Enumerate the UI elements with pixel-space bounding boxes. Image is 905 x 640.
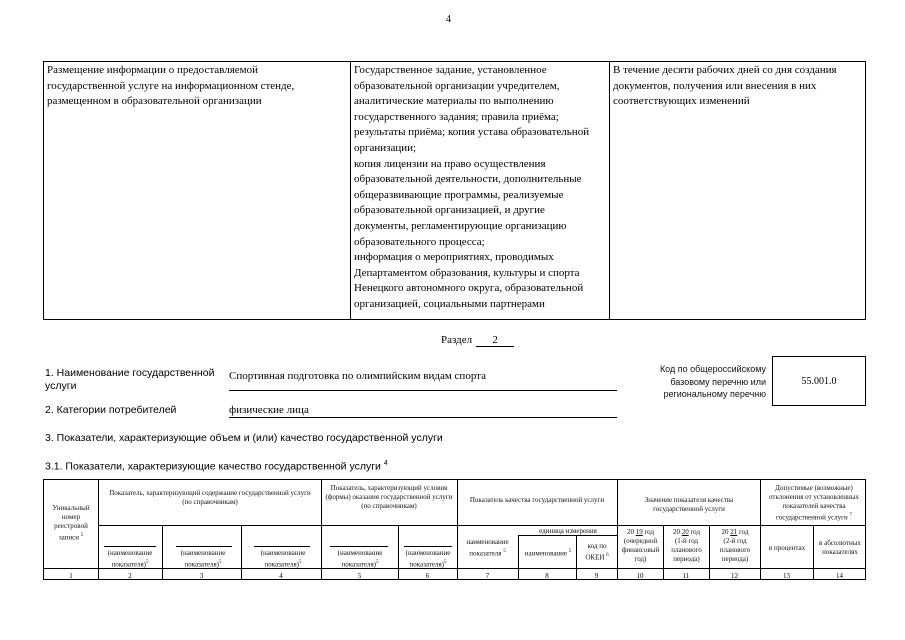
col3-line: соответствующих изменений <box>613 95 750 108</box>
section-label: Раздел <box>441 334 473 346</box>
col2-line: образовательного процесса; <box>354 235 485 248</box>
col-number: 3 <box>199 572 204 580</box>
section-3-1-heading <box>45 457 388 474</box>
registry-code-value: 55.001.0 <box>772 356 866 406</box>
deviation-header: Допустимые (возможные) отклонения от установленных показателей качества государственной услуги $^7$ <box>768 484 859 522</box>
col2-line: результаты приёма; копия устава образовательной <box>354 126 590 139</box>
year-2-header: 20 20 год (1-й год планового периода) <box>671 528 702 563</box>
col-number: 7 <box>485 572 490 580</box>
service-name-label: 1. Наименование государственной услуги <box>45 367 215 392</box>
col2-line: государственного задания; правила приёма; <box>354 110 559 123</box>
col-number: 12 <box>731 572 738 580</box>
section-number: 2 <box>476 334 514 347</box>
year-3-header: 20 21 год (2-й год планового периода) <box>719 528 751 563</box>
consumer-category-value: физические лица <box>229 404 617 418</box>
col2-line: организации; <box>354 141 417 154</box>
col2-line: организацией, социальными партнерами <box>354 297 545 310</box>
col1-line: размещенном в образовательной организации <box>47 95 262 108</box>
col2-line: информация о мероприятиях, проводимых <box>354 251 554 264</box>
col1-line: государственной услуге на информационном стенде, <box>47 79 295 92</box>
quality-indicators-table <box>43 479 866 580</box>
placement-method-cell <box>44 62 351 319</box>
col2-line: образовательной организацией, и другие <box>354 204 545 217</box>
quality-indicator-name-header: наименование показателя $^5$ <box>466 538 509 558</box>
col-number: 1 <box>69 572 73 580</box>
registry-code-label: Код по общероссийскому базовому перечню или региональному перечню <box>659 364 766 399</box>
indicator-values-header: Значение показателя качества государственной услуги <box>644 496 734 513</box>
content-indicator-1-name: (наименование показателя)$^5$ <box>107 549 153 569</box>
col1-line: Размещение информации о предоставляемой <box>47 64 258 76</box>
footnote-ref: 4 <box>383 460 388 467</box>
quality-indicator-header: Показатель качества государственной услуги <box>469 496 605 504</box>
content-indicator-header: Показатель, характеризующий содержание государственной услуги (по справочникам) <box>109 489 311 506</box>
col2-line: документы, регламентирующие организацию <box>354 219 567 232</box>
page-number: 4 <box>446 14 451 25</box>
info-content-cell <box>351 62 610 319</box>
year-1-header: 20 19 год (очередной финансовый год) <box>621 528 660 563</box>
content-indicator-3-name: (наименование показателя)$^5$ <box>260 549 306 569</box>
content-indicator-2-name: (наименование показателя)$^5$ <box>180 549 226 569</box>
col-number: 8 <box>545 572 549 580</box>
col2-line: образовательной деятельности, дополнительные <box>354 173 582 186</box>
col-number: 5 <box>357 572 362 580</box>
unit-name-header: наименование $^5$ <box>524 549 572 558</box>
col-number: 2 <box>128 572 132 580</box>
reg-number-header: Уникальный номер реестровой записи $^5$ <box>52 504 90 542</box>
col-number: 9 <box>594 572 599 580</box>
col2-line: аналитические материалы по выполнению <box>354 95 554 108</box>
col2-line: образовательной организации учредителем, <box>354 79 560 92</box>
col2-line: Государственное задание, установленное <box>354 64 547 76</box>
okei-code-header: код по ОКЕИ $^6$ <box>585 542 609 562</box>
section-3-1-text: 3.1. Показатели, характеризующие качество государственной услуги <box>45 460 381 473</box>
col2-line: копия лицензии на право осуществления <box>354 157 546 170</box>
col-number: 10 <box>636 572 644 580</box>
info-placement-table <box>43 61 866 320</box>
deviation-percent-header: в процентах <box>768 544 806 552</box>
service-name-value: Спортивная подготовка по олимпийским видам спорта <box>229 370 617 391</box>
deviation-absolute-header: в абсолютных показателях <box>819 539 861 556</box>
consumer-category-label: 2. Категории потребителей <box>45 404 177 416</box>
col2-line: Ненецкого автономного округа, образовательной <box>354 282 584 295</box>
col-number: 6 <box>425 572 430 580</box>
col-number: 14 <box>836 572 843 580</box>
col2-line: общеразвивающие программы, реализуемые <box>354 188 564 201</box>
conditions-indicator-2-name: (наименование показателя)$^5$ <box>405 549 451 569</box>
section-3-heading: 3. Показатели, характеризующие объем и (или) качество государственной услуги <box>45 432 443 444</box>
col-number: 4 <box>279 572 283 580</box>
col-number: 11 <box>682 572 690 580</box>
col3-line: В течение десяти рабочих дней со дня создания <box>613 64 837 76</box>
col-number: 13 <box>783 572 790 580</box>
col3-line: документов, получения или внесения в них <box>613 79 817 92</box>
col2-line: Департаментом образования, культуры и спорта <box>354 266 580 279</box>
conditions-indicator-1-name: (наименование показателя)$^5$ <box>337 549 383 569</box>
conditions-indicator-header: Показатель, характеризующий условия (формы) оказания государственной услуги (по справочникам) <box>325 484 453 510</box>
unit-header: единица измерения <box>539 527 597 535</box>
update-frequency-cell <box>610 62 865 319</box>
section-heading <box>441 334 514 347</box>
